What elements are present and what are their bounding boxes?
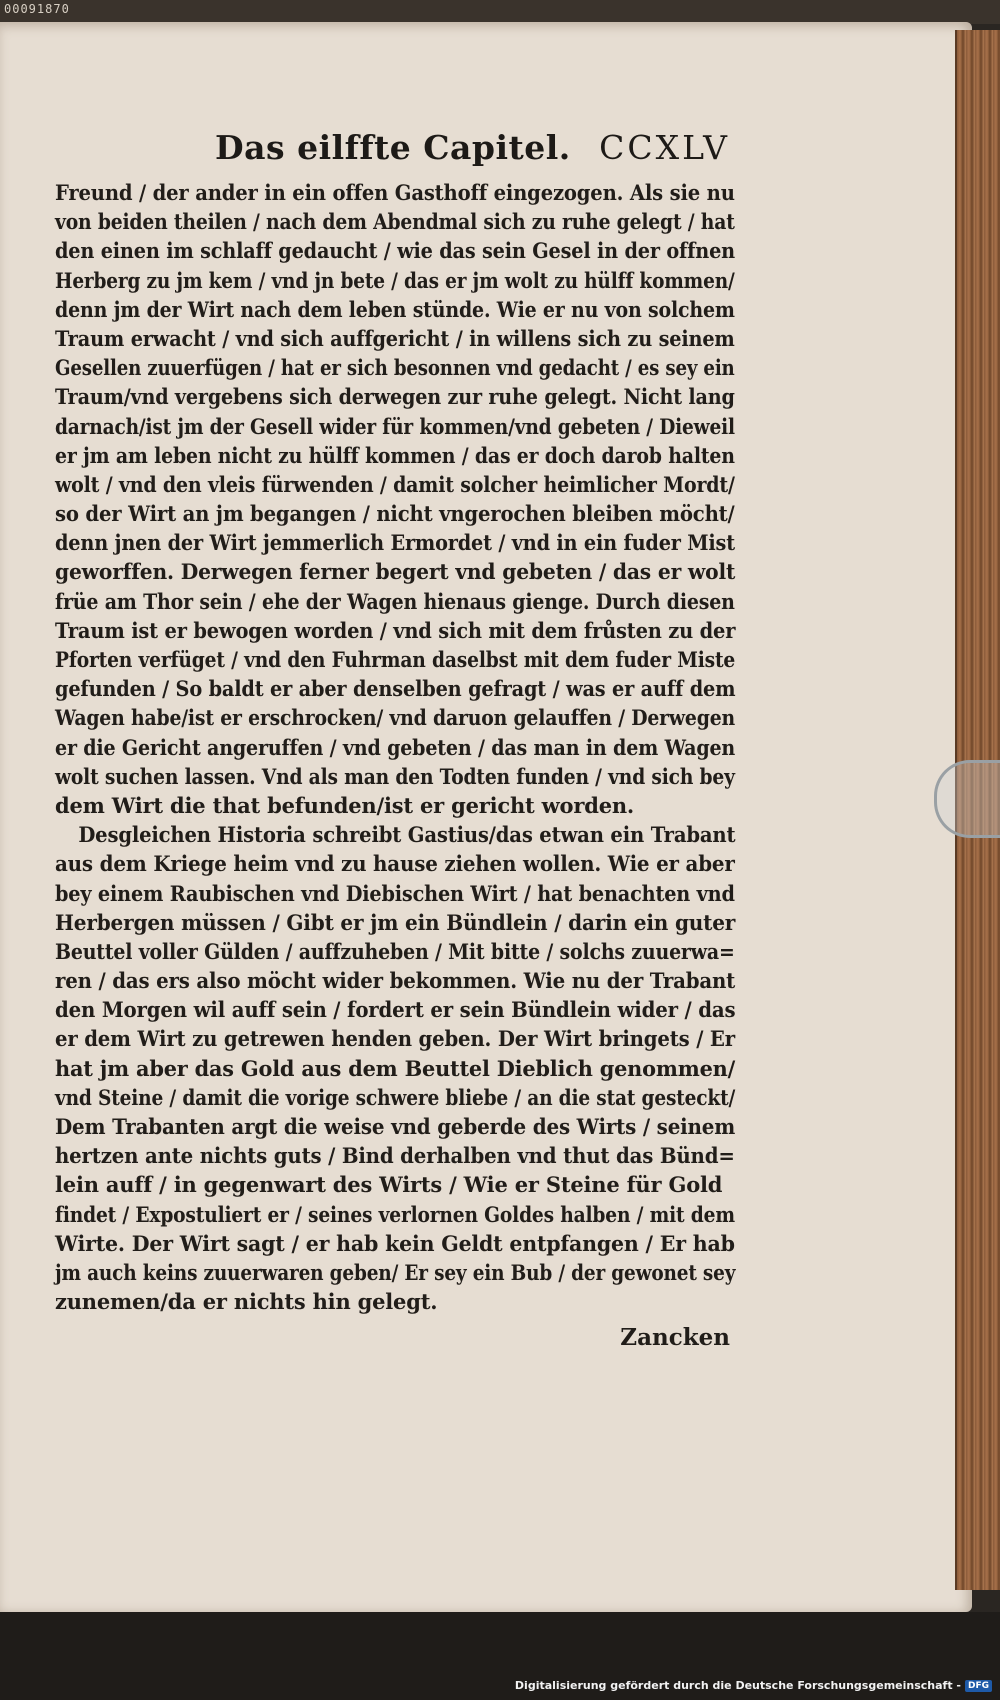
text-line: Beuttel voller Gülden / auffzuheben / Mit bitte / solchs zuuerwa= (55, 938, 735, 964)
text-line: er die Gericht angeruffen / vnd gebeten / das man in dem Wagen (55, 734, 736, 760)
text-line: jm auch keins zuuerwaren geben/ Er sey ein Bub / der gewonet sey (55, 1259, 736, 1285)
text-line: Pforten verfüget / vnd den Fuhrman daselbst mit dem fuder Miste (55, 647, 736, 672)
text-line: so der Wirt an jm begangen / nicht vngerochen bleiben möcht/ (55, 501, 735, 527)
text-line: Wagen habe/ist er erschrocken/ vnd daruon gelauffen / Derwegen (55, 705, 735, 731)
text-line: früe am Thor sein / ehe der Wagen hienaus gienge. Durch diesen (55, 588, 735, 614)
text-line: Wirte. Der Wirt sagt / er hab kein Geldt entpfangen / Er hab (55, 1230, 735, 1256)
funding-credit (515, 1679, 992, 1692)
text-line: Herbergen müssen / Gibt er jm ein Bündlein / darin ein guter (55, 909, 736, 935)
text-line: von beiden theilen / nach dem Abendmal sich zu ruhe gelegt / hat (55, 209, 735, 235)
funding-credit-text: Digitalisierung gefördert durch die Deutsche Forschungsgemeinschaft - (514, 1679, 961, 1692)
text-line: zunemen/da er nichts hin gelegt. (55, 1289, 438, 1315)
text-line: denn jnen der Wirt jemmerlich Ermordet / vnd in ein fuder Mist (55, 530, 735, 556)
scan-id-label: 00091870 (4, 2, 70, 16)
text-line: vnd Steine / damit die vorige schwere bliebe / an die stat gesteckt/ (55, 1084, 736, 1110)
page-header (215, 128, 730, 174)
text-line: bey einem Raubischen vnd Diebischen Wirt / hat benachten vnd (55, 880, 735, 906)
dfg-logo: DFG (965, 1680, 992, 1692)
text-line: ren / das ers also möcht wider bekommen. Wie nu der Trabant (55, 968, 736, 994)
text-line: den Morgen wil auff sein / fordert er sein Bündlein wider / das (55, 997, 736, 1023)
running-title: Das eilffte Capitel. (215, 128, 571, 167)
text-line: Desgleichen Historia schreibt Gastius/das etwan ein Trabant (78, 822, 736, 848)
text-line: dem Wirt die that befunden/ist er gericht worden. (55, 792, 635, 818)
text-line: findet / Expostuliert er / seines verlornen Goldes halben / mit dem (55, 1201, 735, 1227)
text-line: Herberg zu jm kem / vnd jn bete / das er jm wolt zu hülff kommen/ (55, 267, 735, 293)
text-line: hertzen ante nichts guts / Bind derhalben vnd thut das Bünd= (55, 1143, 735, 1169)
text-line: er dem Wirt zu getrewen henden geben. Der Wirt bringets / Er (55, 1026, 735, 1052)
text-line: wolt / vnd den vleis fürwenden / damit solcher heimlicher Mordt/ (55, 471, 735, 497)
text-line: Traum ist er bewogen worden / vnd sich mit dem frůsten zu der (55, 617, 736, 643)
text-line: hat jm aber das Gold aus dem Beuttel Dieblich genommen/ (55, 1055, 736, 1081)
text-line: gefunden / So baldt er aber denselben gefragt / was er auff dem (55, 676, 736, 702)
text-line: Traum/vnd vergebens sich derwegen zur ruhe gelegt. Nicht lang (55, 384, 735, 410)
folio-number: CCXLV (599, 128, 730, 167)
text-line: Gesellen zuuerfügen / hat er sich besonnen vnd gedacht / es sey ein (55, 355, 735, 381)
text-line: lein auff / in gegenwart des Wirts / Wie er Steine für Gold (55, 1172, 723, 1198)
text-line: aus dem Kriege heim vnd zu hause ziehen wollen. Wie er aber (55, 851, 735, 877)
text-line: wolt suchen lassen. Vnd als man den Todten funden / vnd sich bey (55, 763, 735, 789)
text-line: er jm am leben nicht zu hülff kommen / das er doch darob halten (55, 442, 735, 468)
scan-top-strip (0, 0, 1000, 24)
text-line: darnach/ist jm der Gesell wider für kommen/vnd gebeten / Dieweil (55, 413, 735, 439)
text-line: geworffen. Derwegen ferner begert vnd gebeten / das er wolt (55, 559, 736, 585)
body-text (55, 178, 735, 1316)
footer-bar (0, 1612, 1000, 1700)
text-line: Freund / der ander in ein offen Gasthoff eingezogen. Als sie nu (55, 180, 735, 205)
text-line: den einen im schlaff gedaucht / wie das sein Gesel in der offnen (55, 238, 735, 264)
text-line: Traum erwacht / vnd sich auffgericht / in willens sich zu seinem (55, 325, 735, 351)
text-line: Dem Trabanten argt die weise vnd geberde des Wirts / seinem (55, 1114, 736, 1139)
bookmark-clip (934, 760, 1000, 838)
catchword: Zancken (620, 1324, 730, 1351)
text-line: denn jm der Wirt nach dem leben stünde. Wie er nu von solchem (55, 296, 735, 322)
